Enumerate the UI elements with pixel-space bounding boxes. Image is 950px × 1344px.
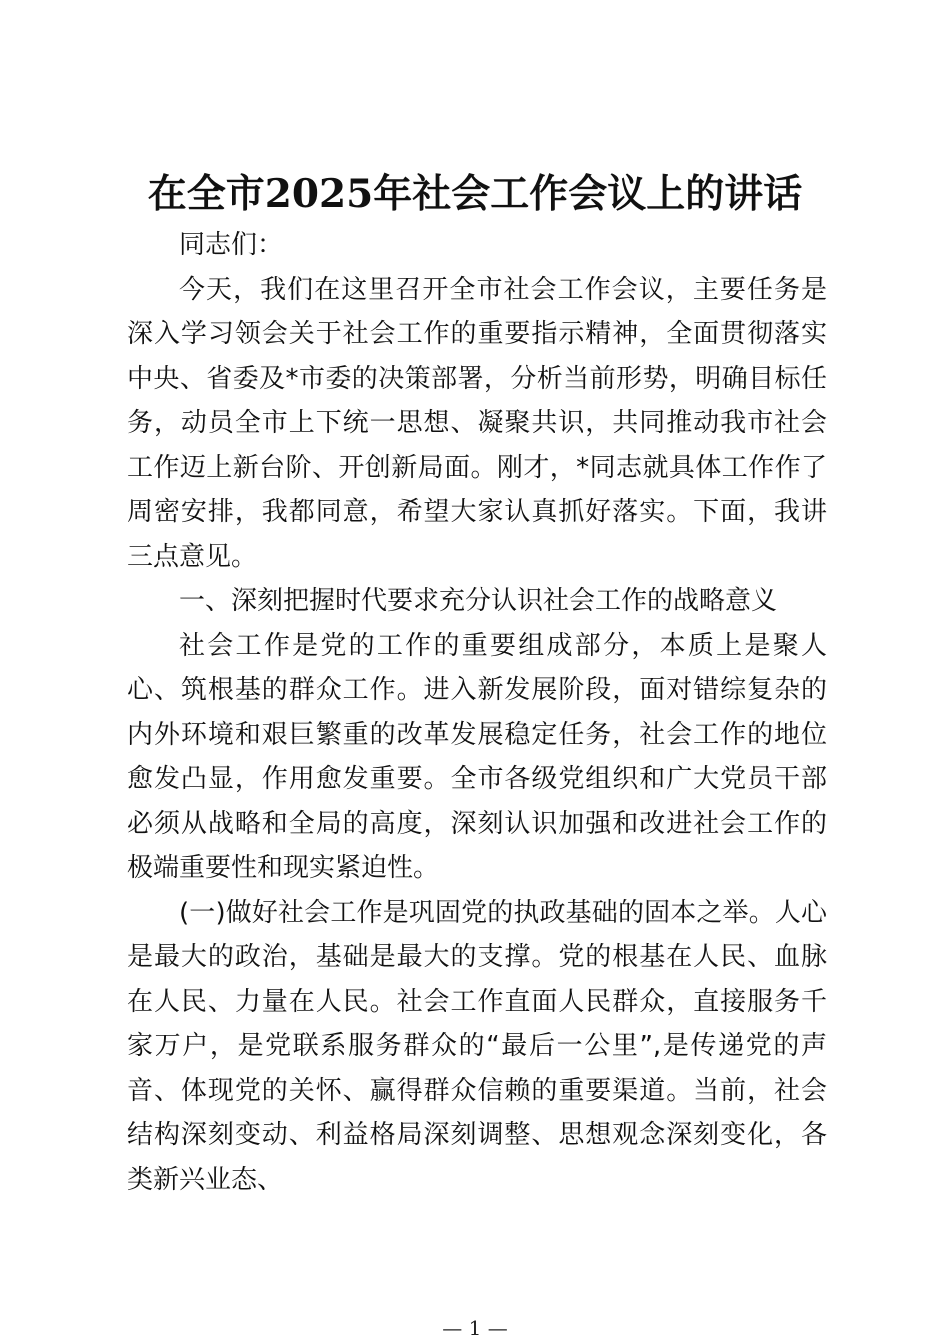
section-1-paragraph: 社会工作是党的工作的重要组成部分，本质上是聚人心、筑根基的群众工作。进入新发展阶段，面对错综复杂的内外环境和艰巨繁重的改革发展稳定任务，社会工作的地位愈发凸显，作用愈发重要。全市各级党组织和广大党员干部必须从战略和全局的高度，深刻认识加强和改进社会工作的极端重要性和现实紧迫性。 bbox=[127, 630, 827, 883]
document-title: 在全市2025年社会工作会议上的讲话 bbox=[147, 171, 803, 217]
greeting: 同志们： bbox=[179, 230, 284, 260]
page-number: — 1 — bbox=[442, 1316, 508, 1340]
section-1-heading: 一、深刻把握时代要求充分认识社会工作的战略意义 bbox=[179, 586, 778, 616]
document-body bbox=[127, 223, 827, 1202]
intro-paragraph: 今天，我们在这里召开全市社会工作会议，主要任务是深入学习领会关于社会工作的重要指示精神，全面贯彻落实中央、省委及*市委的决策部署，分析当前形势，明确目标任务，动员全市上下统一思想、凝聚共识，共同推动我市社会工作迈上新台阶、开创新局面。刚才，*同志就具体工作作了周密安排，我都同意，希望大家认真抓好落实。下面，我讲三点意见。 bbox=[127, 274, 827, 572]
subsection-1-paragraph: (一)做好社会工作是巩固党的执政基础的固本之举。人心是最大的政治，基础是最大的支撑。党的根基在人民、血脉在人民、力量在人民。社会工作直面人民群众，直接服务千家万户，是党联系服务群众的“最后一公里”,是传递党的声音、体现党的关怀、赢得群众信赖的重要渠道。当前，社会结构深刻变动、利益格局深刻调整、思想观念深刻变化，各类新兴业态、 bbox=[127, 897, 827, 1195]
